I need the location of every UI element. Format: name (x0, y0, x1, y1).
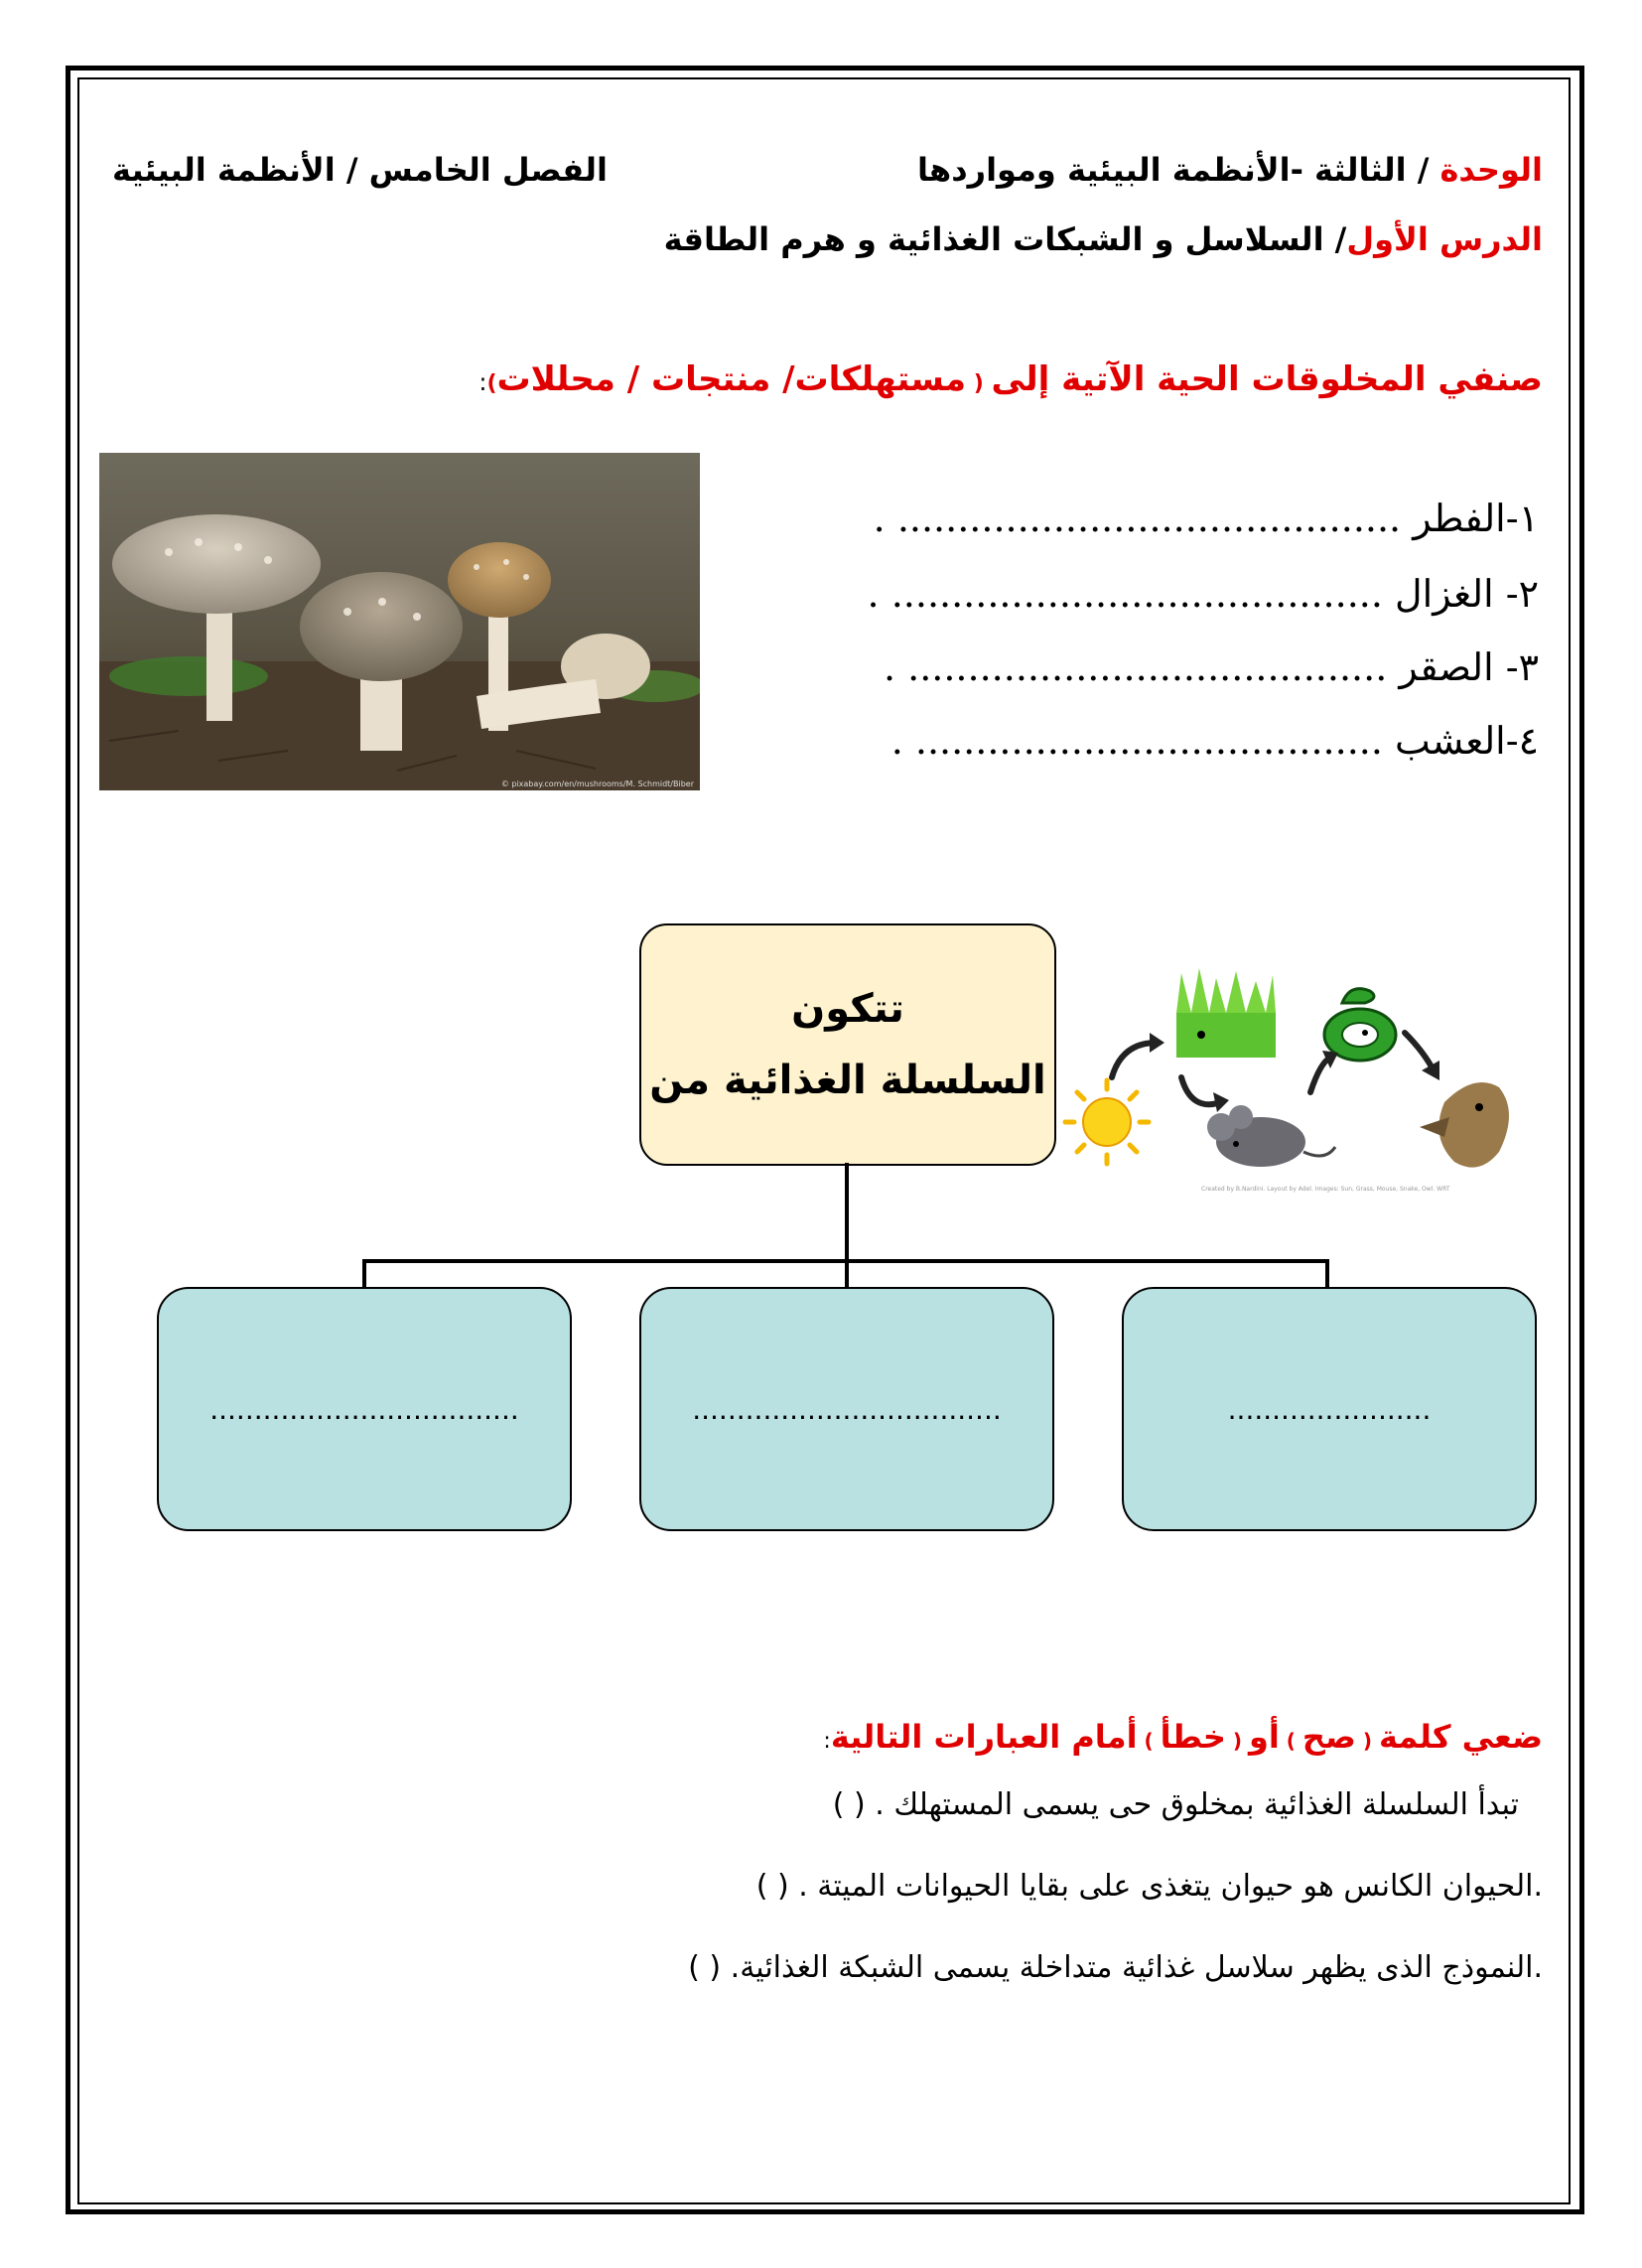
food-chain-center-box (639, 923, 1056, 1166)
answer-blank: ........................................ . (883, 645, 1388, 689)
food-chain-illustration (1062, 953, 1539, 1197)
icon-credit: Created by B.Nardini. Layout by Adel. Images: Sun, Grass, Mouse, Snake, Owl. WRT (1201, 1186, 1450, 1193)
colon: : (479, 368, 487, 396)
unit-separator: / (1406, 151, 1440, 189)
chapter-heading: الفصل الخامس / الأنظمة البيئية (112, 151, 608, 189)
statement-text: .الحيوان الكانس هو حيوان يتغذى على بقايا الحيوانات الميتة . (798, 1869, 1543, 1904)
unit-label: الوحدة (1439, 151, 1543, 189)
statement-text: تبدأ السلسلة الغذائية بمخلوق حى يسمى المستهلك . (875, 1787, 1519, 1822)
photo-credit: © pixabay.com/en/mushrooms/M. Schmidt/Biber (500, 780, 694, 788)
word-or: أو (1248, 1718, 1280, 1756)
statement-text: .النموذج الذى يظهر سلاسل غذائية متداخلة يسمى الشبكة الغذائية. (730, 1950, 1543, 1985)
close-paren: ) (486, 371, 497, 396)
connector-right (1325, 1259, 1329, 1289)
instruction-suffix: أمام العبارات التالية (830, 1718, 1138, 1756)
answer-blank: ................................... (692, 1392, 1002, 1426)
snake-icon (1324, 989, 1396, 1061)
answer-blank: ......................................... . (867, 572, 1383, 616)
list-item (874, 496, 1539, 540)
item-label: ٢- الغزال (1395, 572, 1539, 616)
answer-blank: .......................................... . (873, 496, 1402, 540)
answer-box-right[interactable] (1122, 1287, 1537, 1531)
statement-row (688, 1950, 1543, 1985)
open-paren: ( (1225, 1729, 1249, 1753)
answer-box-left[interactable] (157, 1287, 572, 1531)
answer-bracket[interactable]: ( ) (755, 1869, 789, 1904)
lesson-text: / السلاسل و الشبكات الغذائية و هرم الطاقة (663, 220, 1347, 258)
classify-question (479, 359, 1543, 399)
close-paren: ) (1137, 1729, 1161, 1753)
list-item (891, 719, 1539, 763)
item-label: ٣- الصقر (1399, 645, 1539, 689)
open-paren: ( (966, 371, 992, 396)
lesson-label: الدرس الأول (1346, 220, 1543, 258)
colon: : (823, 1729, 831, 1754)
list-item (868, 572, 1539, 616)
unit-heading (917, 151, 1543, 189)
connector-left (362, 1259, 366, 1289)
unit-text: الثالثة -الأنظمة البيئية ومواردها (917, 151, 1407, 189)
word-true: صح (1301, 1718, 1356, 1756)
categories: مستهلكات/ منتجات / محللات (496, 359, 967, 399)
word-false: خطأ (1160, 1718, 1226, 1756)
statement-row (756, 1869, 1543, 1904)
true-false-instruction (823, 1718, 1543, 1756)
connector-vertical (845, 1163, 849, 1262)
owl-icon (1420, 1082, 1509, 1168)
answer-blank: ....................... (1227, 1392, 1432, 1426)
answer-bracket[interactable]: ( ) (832, 1787, 866, 1822)
sun-icon (1065, 1080, 1149, 1164)
instruction-prefix: ضعي كلمة (1378, 1718, 1543, 1756)
lesson-heading (664, 220, 1543, 258)
answer-box-middle[interactable] (639, 1287, 1054, 1531)
mushroom-photo (99, 453, 700, 790)
list-item (884, 645, 1539, 689)
statement-row (833, 1787, 1519, 1822)
grass-icon (1176, 968, 1276, 1058)
classify-prefix: صنفي المخلوقات الحية الآتية إلى (991, 359, 1543, 399)
item-label: ١-الفطر (1413, 496, 1539, 540)
close-paren: ) (1279, 1729, 1302, 1753)
connector-middle (845, 1259, 849, 1289)
center-line2: السلسلة الغذائية من (649, 1058, 1046, 1103)
open-paren: ( (1355, 1729, 1379, 1753)
mouse-icon (1207, 1105, 1335, 1167)
answer-blank: ................................... (209, 1392, 519, 1426)
item-label: ٤-العشب (1395, 719, 1539, 763)
answer-bracket[interactable]: ( ) (688, 1950, 722, 1985)
center-line1: تتكون (791, 986, 904, 1032)
answer-blank: ....................................... . (890, 719, 1383, 763)
